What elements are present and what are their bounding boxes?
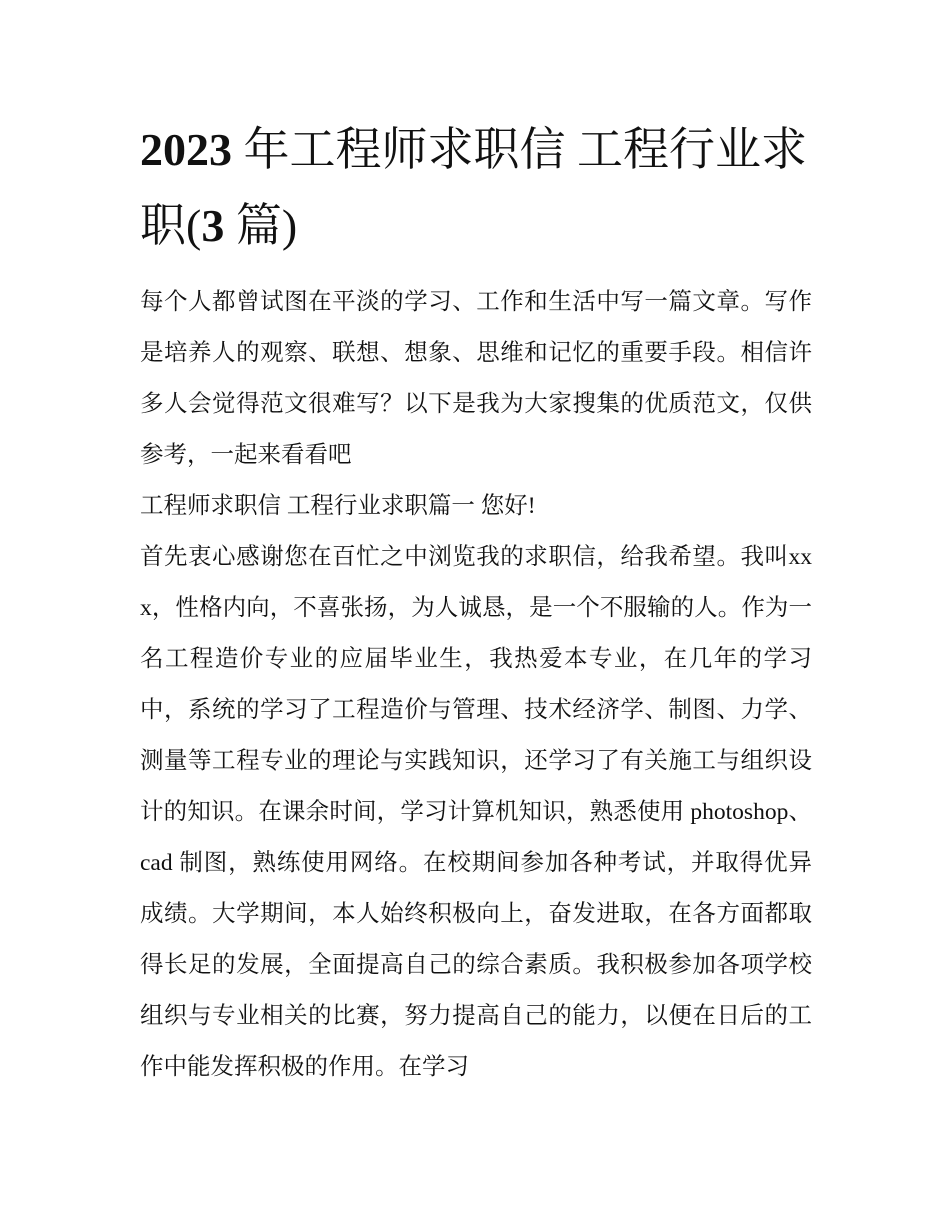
title-main: 年工程师求职信 工程行业求职( bbox=[140, 124, 807, 251]
title-year: 2023 bbox=[140, 124, 232, 175]
intro-paragraph: 每个人都曾试图在平淡的学习、工作和生活中写一篇文章。写作是培养人的观察、联想、想象、思维和记忆的重要手段。相信许多人会觉得范文很难写？以下是我为大家搜集的优质范文，仅供参考，一起来看看吧 bbox=[140, 289, 812, 468]
document-title bbox=[140, 112, 820, 264]
title-suffix: 篇) bbox=[224, 200, 298, 251]
title-count: 3 bbox=[201, 200, 225, 251]
document-body bbox=[140, 277, 812, 1093]
letter-paragraph: 首先衷心感谢您在百忙之中浏览我的求职信，给我希望。我叫xxx，性格内向，不喜张扬，为人诚恳，是一个不服输的人。作为一名工程造价专业的应届毕业生，我热爱本专业，在几年的学习中，系统的学习了工程造价与管理、技术经济学、制图、力学、测量等工程专业的理论与实践知识，还学习了有关施工与组织设计的知识。在课余时间，学习计算机知识，熟悉使用 photoshop、cad 制图，熟练使用网络。在校期间参加各种考试，并取得优异成绩。大学期间，本人始终积极向上，奋发进取，在各方面都取得长足的发展，全面提高自己的综合素质。我积极参加各项学校组织与专业相关的比赛，努力提高自己的能力，以便在日后的工作中能发挥积极的作用。在学习 bbox=[140, 544, 812, 1080]
section-heading: 工程师求职信 工程行业求职篇一 您好! bbox=[140, 493, 536, 519]
